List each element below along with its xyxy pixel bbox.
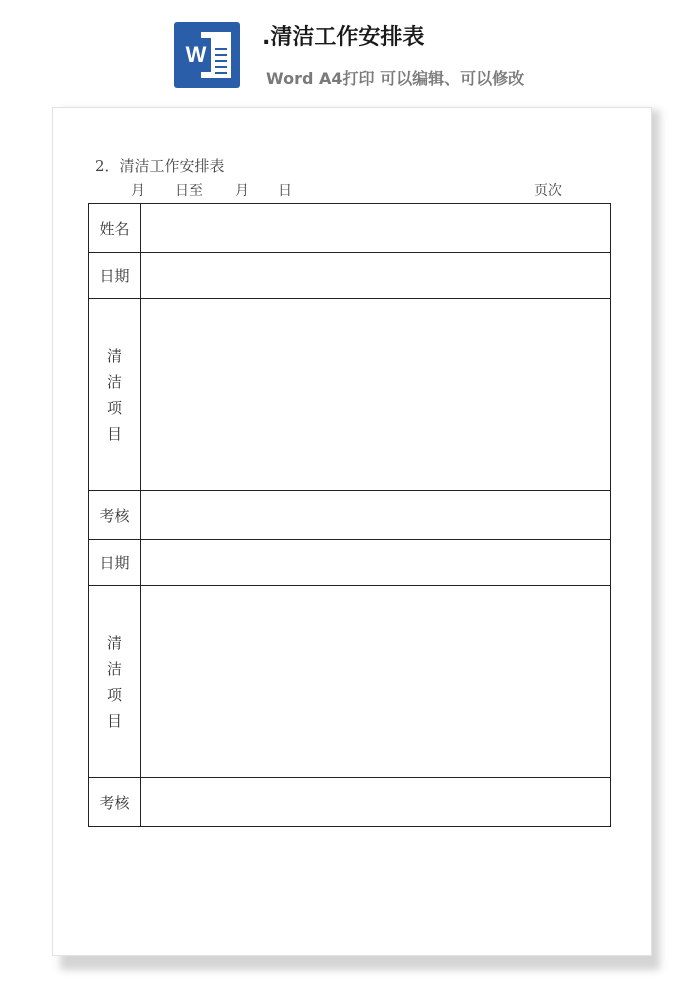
table-row [89, 778, 611, 827]
assessment-label: 考核 [89, 491, 141, 540]
header [0, 0, 700, 100]
table-row [89, 299, 611, 491]
table-row [89, 491, 611, 540]
label-char: 目 [106, 424, 122, 443]
date-month-to: 月 [235, 183, 249, 199]
table-row [89, 586, 611, 778]
label-char: 项 [106, 398, 122, 417]
table-row [89, 204, 611, 253]
table-row [89, 253, 611, 299]
label-char: 洁 [106, 659, 122, 678]
date-day-end: 日 [278, 183, 292, 199]
name-field[interactable] [141, 204, 611, 253]
label-char: 目 [106, 711, 122, 730]
section-title: 2．清洁工作安排表 [95, 157, 225, 175]
assessment-field[interactable] [141, 778, 611, 827]
date-field[interactable] [141, 540, 611, 586]
date-month-from: 月 [131, 183, 145, 199]
word-logo-icon [174, 22, 240, 88]
cleaning-items-label [89, 299, 141, 491]
document-title: .清洁工作安排表 [262, 25, 425, 50]
assessment-field[interactable] [141, 491, 611, 540]
cleaning-items-label [89, 586, 141, 778]
date-day-to: 日至 [175, 183, 203, 199]
label-char: 项 [106, 685, 122, 704]
cleaning-schedule-table [88, 203, 611, 827]
word-letter: W [181, 38, 211, 72]
cleaning-items-field[interactable] [141, 586, 611, 778]
date-field[interactable] [141, 253, 611, 299]
label-char: 清 [106, 346, 122, 365]
label-char: 清 [106, 633, 122, 652]
date-label: 日期 [89, 540, 141, 586]
cleaning-items-field[interactable] [141, 299, 611, 491]
document-subtitle: Word A4打印 可以编辑、可以修改 [266, 69, 525, 88]
name-label: 姓名 [89, 204, 141, 253]
date-label: 日期 [89, 253, 141, 299]
label-char: 洁 [106, 372, 122, 391]
assessment-label: 考核 [89, 778, 141, 827]
page-number-label: 页次 [534, 183, 562, 199]
table-row [89, 540, 611, 586]
